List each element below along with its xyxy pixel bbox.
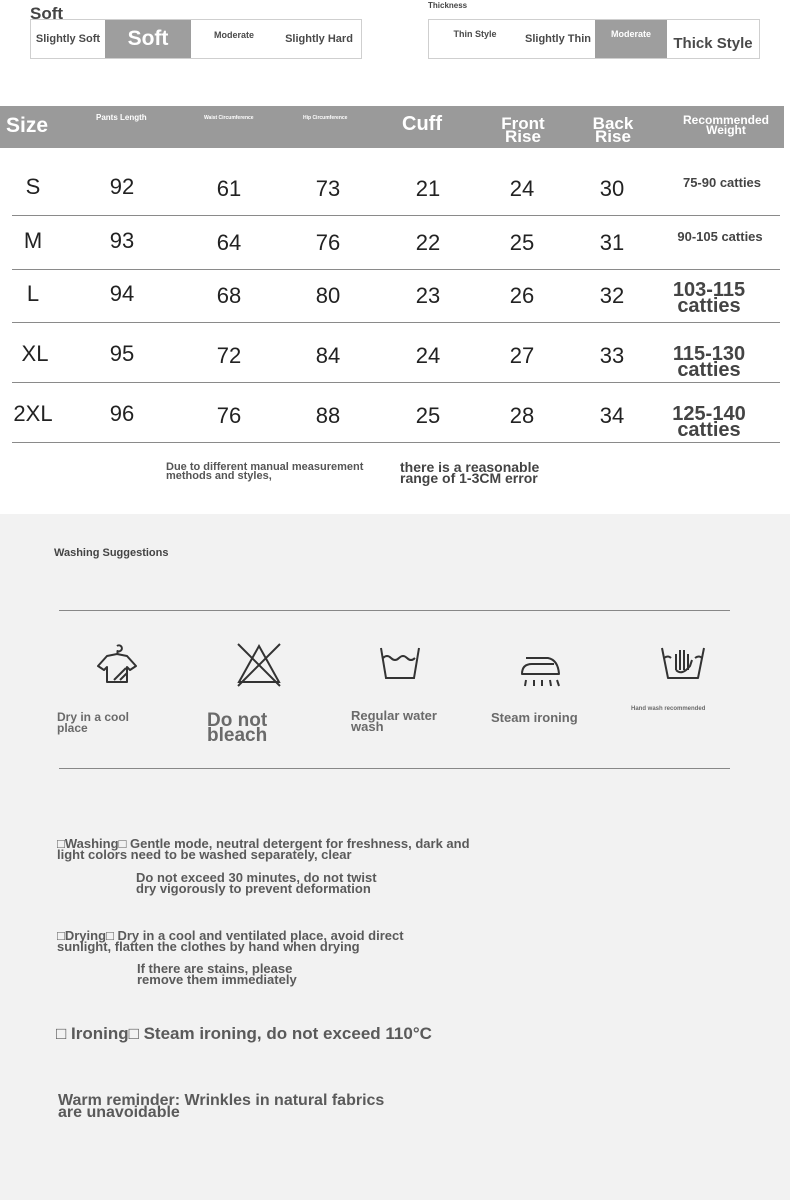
divider-bottom: [59, 768, 730, 769]
hand-wash-icon: [658, 640, 708, 690]
table-row: [12, 215, 780, 270]
pants-length-cell: 92: [109, 174, 135, 199]
icon-label-no-bleach: Do not bleach: [207, 710, 268, 746]
size-cell: 2XL: [13, 401, 53, 426]
cuff-cell: 25: [415, 403, 441, 428]
water-wash-icon: [375, 640, 425, 690]
steam-iron-icon: [516, 640, 566, 690]
softness-option-soft: Soft: [105, 20, 191, 58]
softness-option-moderate: Moderate: [213, 30, 254, 40]
size-cell: M: [23, 228, 43, 253]
cuff-cell: 21: [415, 176, 441, 201]
thickness-scale: [428, 19, 760, 59]
hip-cell: 76: [315, 230, 341, 255]
softness-option-slightly-soft: Slightly Soft: [35, 33, 101, 45]
waist-cell: 76: [216, 403, 242, 428]
cuff-cell: 23: [415, 283, 441, 308]
size-cell: S: [25, 174, 41, 199]
back-rise-cell: 31: [599, 230, 625, 255]
weight-cell: 103-115 catties: [672, 279, 746, 317]
back-rise-cell: 30: [599, 176, 625, 201]
header-cuff: Cuff: [402, 113, 442, 135]
divider-top: [59, 610, 730, 611]
washing-title: Washing Suggestions: [54, 547, 169, 559]
front-rise-cell: 25: [509, 230, 535, 255]
table-row: [12, 322, 780, 383]
weight-cell: 90-105 catties: [677, 229, 763, 244]
cuff-cell: 22: [415, 230, 441, 255]
pants-length-cell: 93: [109, 228, 135, 253]
front-rise-cell: 28: [509, 403, 535, 428]
icon-label-hand-wash: Hand wash recommended: [631, 706, 706, 712]
hanging-shirt-icon: [92, 640, 142, 690]
front-rise-cell: 24: [509, 176, 535, 201]
icon-label-dry-cool: Dry in a cool place: [57, 710, 130, 735]
weight-cell: 75-90 catties: [682, 175, 762, 190]
thickness-option-thin-style: Thin Style: [453, 29, 497, 39]
header-front-rise: Front Rise: [501, 114, 545, 146]
waist-cell: 64: [216, 230, 242, 255]
size-cell: L: [26, 281, 40, 306]
icon-label-water-wash: Regular water wash: [351, 708, 437, 734]
table-row: [12, 269, 780, 323]
header-recommended-weight: Recommended Weight: [682, 113, 770, 137]
front-rise-cell: 27: [509, 343, 535, 368]
header-hip: Hip Circumference: [303, 115, 348, 121]
table-row: [12, 148, 780, 216]
thickness-option-thick-style: Thick Style: [673, 34, 753, 52]
thickness-option-moderate: Moderate: [595, 20, 667, 58]
back-rise-cell: 32: [599, 283, 625, 308]
softness-option-slightly-hard: Slightly Hard: [285, 33, 353, 45]
header-back-rise: Back Rise: [592, 114, 634, 146]
thickness-title: Thickness: [428, 1, 468, 10]
waist-cell: 61: [216, 176, 242, 201]
ironing-instruction: □ Ironing□ Steam ironing, do not exceed 110°C: [56, 1024, 432, 1043]
hip-cell: 80: [315, 283, 341, 308]
cuff-cell: 24: [415, 343, 441, 368]
hip-cell: 88: [315, 403, 341, 428]
weight-cell: 115-130 catties: [672, 343, 746, 381]
back-rise-cell: 33: [599, 343, 625, 368]
back-rise-cell: 34: [599, 403, 625, 428]
header-pants-length: Pants Length: [96, 113, 147, 122]
icon-label-steam-ironing: Steam ironing: [491, 710, 578, 725]
waist-cell: 72: [216, 343, 242, 368]
size-cell: XL: [21, 341, 49, 366]
thickness-option-slightly-thin: Slightly Thin: [525, 33, 591, 45]
weight-cell: 125-140 catties: [672, 403, 746, 441]
no-bleach-icon: [234, 640, 284, 690]
header-waist: Waist Circumference: [204, 115, 254, 121]
washing-instruction-1: □Washing□ Gentle mode, neutral detergent for freshness, dark and light colors need to be washed separately, clear: [57, 836, 470, 862]
pants-length-cell: 96: [109, 401, 135, 426]
pants-length-cell: 95: [109, 341, 135, 366]
warm-reminder: Warm reminder: Wrinkles in natural fabrics are unavoidable: [58, 1092, 385, 1121]
pants-length-cell: 94: [109, 281, 135, 306]
softness-title: Soft: [30, 4, 64, 23]
drying-instruction-1: □Drying□ Dry in a cool and ventilated place, avoid direct sunlight, flatten the clothes by hand when drying: [57, 928, 404, 954]
front-rise-cell: 26: [509, 283, 535, 308]
size-table-header: [0, 106, 784, 148]
measurement-note-part-1: Due to different manual measurement methods and styles,: [166, 461, 364, 482]
softness-scale: [30, 19, 362, 59]
hip-cell: 73: [315, 176, 341, 201]
drying-instruction-2: If there are stains, please remove them immediately: [137, 961, 297, 987]
hip-cell: 84: [315, 343, 341, 368]
measurement-note-part-2: there is a reasonable range of 1-3CM error: [400, 459, 540, 486]
table-row: [12, 382, 780, 443]
header-size: Size: [6, 114, 49, 137]
waist-cell: 68: [216, 283, 242, 308]
washing-instruction-2: Do not exceed 30 minutes, do not twist dry vigorously to prevent deformation: [136, 870, 377, 896]
